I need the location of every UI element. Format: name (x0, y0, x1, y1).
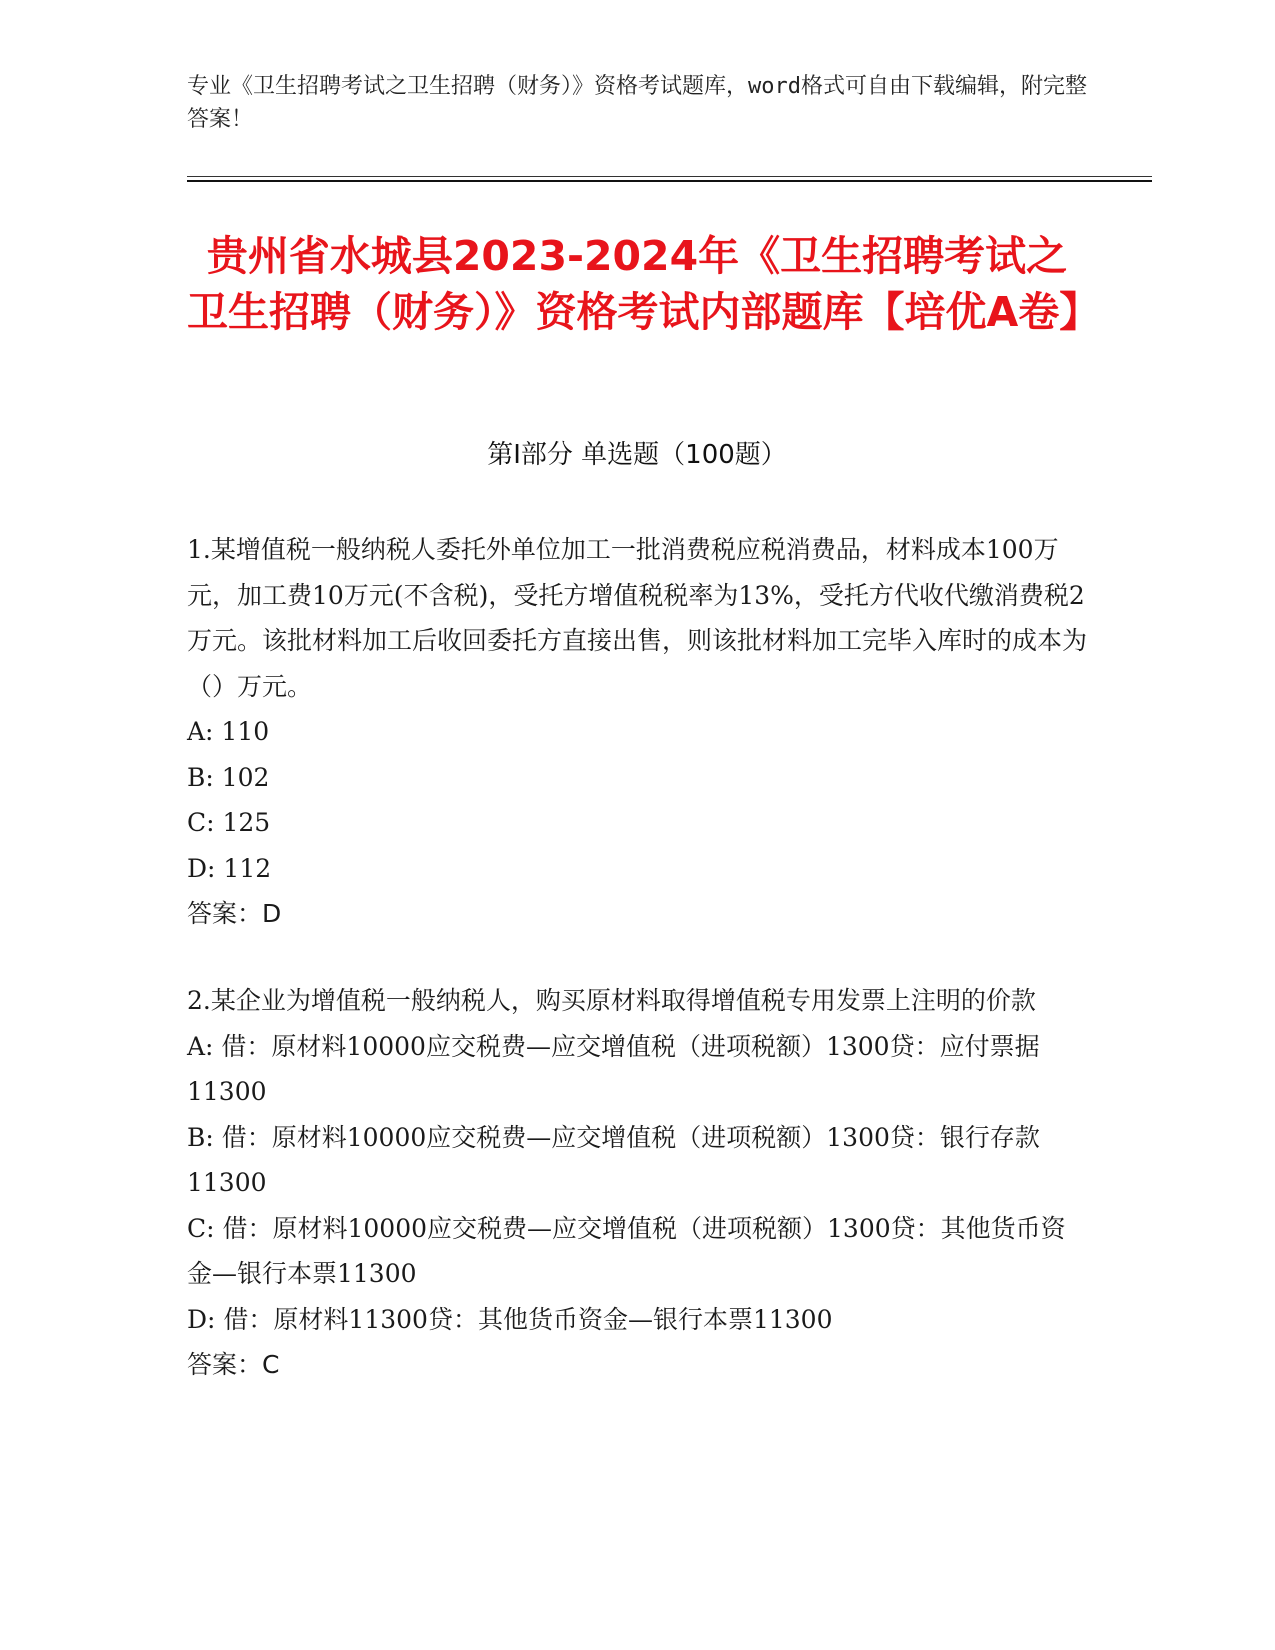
option-a: A: 借：原材料10000应交税费—应交增值税（进项税额）1300贷：应付票据11300 (187, 1031, 1040, 1106)
question-stem: 1.某增值税一般纳税人委托外单位加工一批消费税应税消费品，材料成本100万元，加工费10万元(不含税)，受托方增值税税率为13%，受托方代收代缴消费税2万元。该批材料加工后收回委托方直接出售，则该批材料加工完毕入库时的成本为（）万元。 (187, 535, 1088, 701)
question-2 (187, 978, 1087, 1388)
header-rule-thick (187, 180, 1152, 182)
answer: 答案：C (187, 1350, 280, 1379)
option-d: D: 112 (187, 853, 272, 883)
option-a: A: 110 (187, 717, 270, 746)
answer: 答案：D (187, 899, 282, 928)
section-title: 第I部分 单选题（100题） (487, 440, 787, 470)
header-rule-thin (187, 176, 1152, 177)
option-b: B: 借：原材料10000应交税费—应交增值税（进项税额）1300贷：银行存款11300 (187, 1122, 1040, 1197)
page-header: 专业《卫生招聘考试之卫生招聘（财务）》资格考试题库，word格式可自由下载编辑，附完整答案！ (187, 74, 1087, 132)
question-stem: 2.某企业为增值税一般纳税人，购买原材料取得增值税专用发票上注明的价款 (187, 986, 1036, 1015)
option-d: D: 借：原材料11300贷：其他货币资金—银行本票11300 (187, 1304, 833, 1334)
document-title: 贵州省水城县2023-2024年《卫生招聘考试之卫生招聘（财务）》资格考试内部题库【培优A卷】 (187, 232, 1101, 336)
option-b: B: 102 (187, 762, 270, 792)
question-1 (187, 527, 1087, 937)
option-c: C: 125 (187, 808, 271, 837)
option-c: C: 借：原材料10000应交税费—应交增值税（进项税额）1300贷：其他货币资金—银行本票11300 (187, 1213, 1066, 1288)
